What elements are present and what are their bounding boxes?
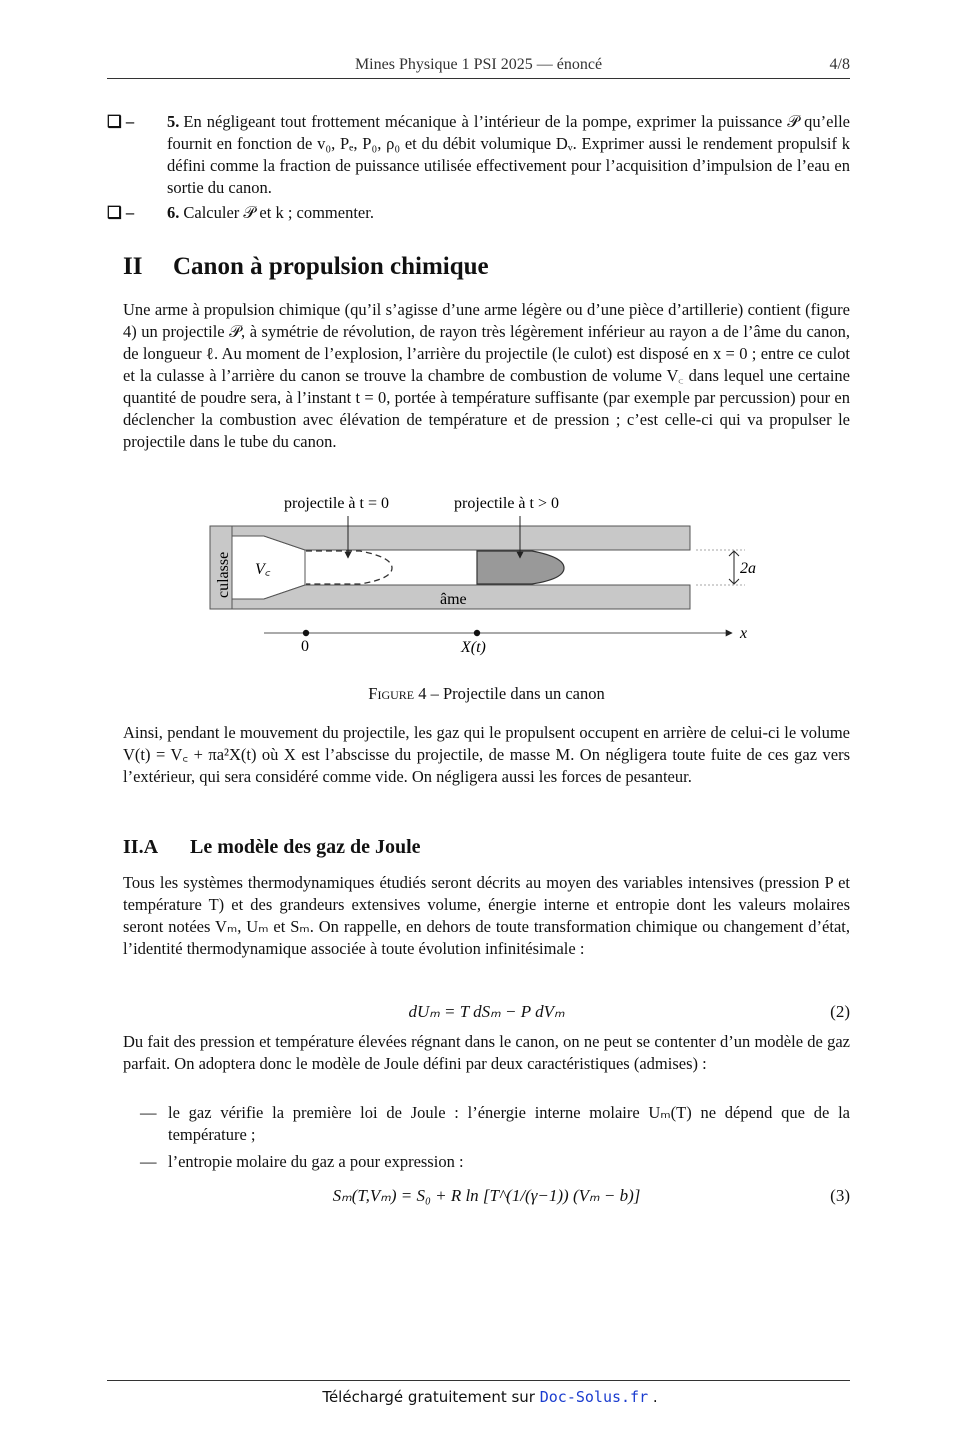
- equation-2: [123, 1002, 850, 1026]
- equation-number: (3): [830, 1186, 850, 1205]
- list-item-text: le gaz vérifie la première loi de Joule : l’énergie interne molaire Uₘ(T) ne dépend que de la température ;: [168, 1103, 850, 1144]
- two-a-label: 2a: [740, 560, 756, 577]
- question-text: En négligeant tout frottement mécanique à l’intérieur de la pompe, exprimer la puissance 𝒫 qu’elle fournit en fonction de v₀, Pₑ, P₀, ρ₀ et du débit volumique Dᵥ. Exprimer aussi le rendement propulsif k défini comme la fraction de puissance utilisée effectivement pour l’acquisition d’impulsion de l’eau en sortie du canon.: [167, 112, 850, 197]
- caption-text: – Projectile dans un canon: [426, 684, 605, 703]
- origin-label: 0: [301, 638, 309, 655]
- label-projectile-t1: projectile à t > 0: [454, 495, 559, 512]
- checkbox-icon: ❑ –: [107, 203, 135, 222]
- page-footer: Téléchargé gratuitement sur Doc-Solus.fr .: [322, 1388, 658, 1406]
- figure-caption: [123, 684, 850, 704]
- question-number: 6.: [167, 203, 180, 222]
- figure-4: [200, 488, 780, 663]
- list-item: — l’entropie molaire du gaz a pour expression :: [140, 1151, 850, 1173]
- footer-rule: [107, 1380, 850, 1381]
- equation-3: [123, 1186, 850, 1212]
- paragraph-3: Tous les systèmes thermodynamiques étudiés seront décrits au moyen des variables intensives (pression P et température T) et des grandeurs extensives volume, énergie interne et entropie dont les valeurs molaires seront notées Vₘ, Uₘ et Sₘ. On rappelle, en dehors de toute transformation chimique ou changement d’état, l’identité thermodynamique associée à toute évolution infinitésimale :: [123, 873, 850, 958]
- projectile-t0: [306, 551, 392, 584]
- list-item-text: l’entropie molaire du gaz a pour expression :: [168, 1152, 464, 1171]
- section-number: II: [123, 253, 143, 280]
- xt-point: [474, 630, 480, 636]
- subsection-title: Le modèle des gaz de Joule: [190, 836, 421, 858]
- xt-label: X(t): [461, 639, 486, 656]
- ame-label: âme: [440, 591, 467, 608]
- checkbox-icon: ❑ –: [107, 112, 135, 131]
- vc-label: V꜀: [255, 561, 271, 578]
- question-6: [107, 202, 850, 224]
- x-axis-label: x: [740, 625, 748, 642]
- label-projectile-t0: projectile à t = 0: [284, 495, 389, 512]
- section-heading: [123, 253, 489, 281]
- origin-point: [303, 630, 309, 636]
- question-number: 5.: [167, 112, 180, 131]
- culasse-label: culasse: [215, 551, 232, 598]
- caption-prefix: Figure 4: [368, 684, 427, 703]
- page-header: [107, 54, 850, 79]
- paragraph-2: Ainsi, pendant le mouvement du projectile, les gaz qui le propulsent occupent en arrière de celui-ci le volume V(t) = V꜀ + πa²X(t) où X est l’abscisse du projectile, de masse M. On négligera toute fuite de ces gaz vers l’extérieur, qui sera considéré comme vide. On négligera aussi les forces de pesanteur.: [123, 723, 850, 786]
- question-5: [107, 111, 850, 199]
- doc-solus-link[interactable]: Doc-Solus.fr: [539, 1388, 649, 1406]
- equation-expression: Sₘ(T,Vₘ) = S₀ + R ln [T^(1/(γ−1)) (Vₘ − b)]: [332, 1186, 641, 1205]
- section-title: Canon à propulsion chimique: [173, 253, 489, 280]
- equation-expression: dUₘ = T dSₘ − P dVₘ: [408, 1002, 565, 1021]
- list-item: — le gaz vérifie la première loi de Joule : l’énergie interne molaire Uₘ(T) ne dépend que de la température ;: [140, 1103, 850, 1144]
- subsection-heading: [123, 836, 421, 859]
- page-number: 4/8: [829, 56, 850, 73]
- equation-number: (2): [830, 1002, 850, 1021]
- intro-paragraph: Une arme à propulsion chimique (qu’il s’agisse d’une arme légère ou d’une pièce d’artillerie) contient (figure 4) un projectile 𝒫, à symétrie de révolution, de rayon très légèrement inférieur au rayon a de l’âme du canon, de longueur ℓ. Au moment de l’explosion, l’arrière du projectile (le culot) est disposé en x = 0 ; entre ce culot et la culasse à l’arrière du canon se trouve la chambre de combustion de volume V꜀ dans lequel une certaine quantité de poudre sera, à l’instant t = 0, portée à température suffisante (par exemple par percussion) pour en déclencher la combustion avec élévation de température et de pression ; c’est celle-ci qui va propulser le projectile dans le tube du canon.: [123, 300, 850, 451]
- paragraph-4: Du fait des pression et température élevées régnant dans le canon, on ne peut se contenter d’un modèle de gaz parfait. On adoptera donc le modèle de Joule défini par deux caractéristiques (admises) :: [123, 1032, 850, 1073]
- question-text: Calculer 𝒫 et k ; commenter.: [183, 203, 374, 222]
- subsection-number: II.A: [123, 836, 159, 858]
- header-title: Mines Physique 1 PSI 2025 — énoncé: [354, 56, 603, 73]
